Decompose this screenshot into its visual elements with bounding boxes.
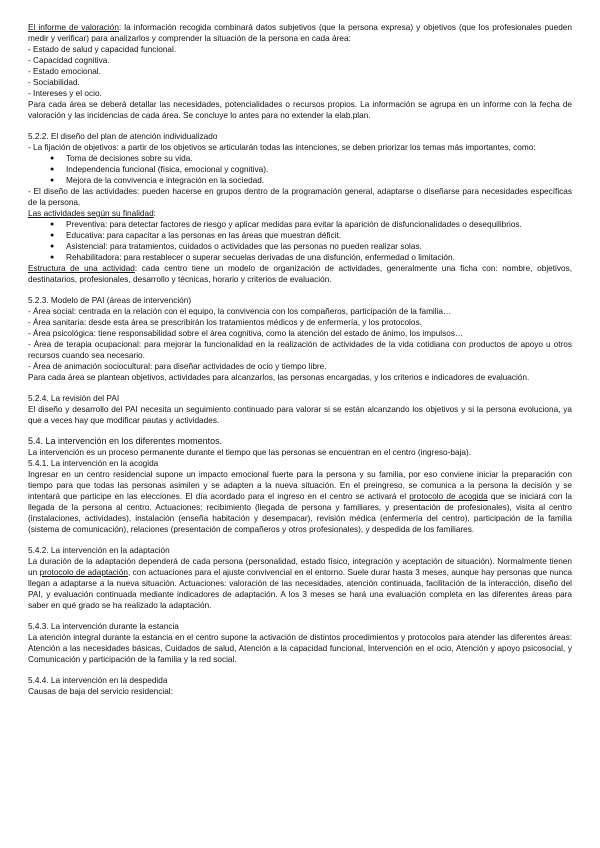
- area-line: - Área de terapia ocupacional: para mejorar la funcionalidad en la realización de actividades de la vida cotidiana con productos de apoyo u otros recursos cuando sea necesario.: [28, 340, 572, 360]
- list-item: ● Preventiva: para detectar factores de riesgo y aplicar medidas para evitar la aparición de disfuncionalidades o desequilibrios.: [50, 219, 572, 230]
- section-heading: 5.4.4. La intervención en la despedida: [28, 676, 168, 685]
- acogida-paragraph: Ingresar en un centro residencial supone un impacto emocional fuerte para la persona y su familia, por eso conviene iniciar la preparación con tiempo para que todas las personas asimilen y se adapten a la nueva situación. En el preingreso, se comunica a la persona la decisión y se intentará que participe en las elecciones. El día acordado para el ingreso en el centro se activará el protocolo de acogida que se iniciará con la llegada de la persona al centro. Actuaciones: recibimiento (llegada de persona y familiares, y presentación de profesionales), visita al centro (instalaciones, actividades), instalación (enseña habitación y desempacar), revisión médica (enfermería del centro), participación de la familia (sistema de comunicación), relaciones (presentación de compañeros y otros profesionales), y despedida de los familiares.: [28, 470, 572, 534]
- list-item: ● Independencia funcional (física, emocional y cognitiva).: [50, 164, 572, 175]
- section-heading: 5.4. La intervención en los diferentes momentos.: [28, 436, 223, 446]
- intervencion-paragraph: La intervención es un proceso permanente durante el tiempo que las personas se encuentran en el centro (ingreso-baja).: [28, 448, 472, 457]
- despedida-paragraph: Causas de baja del servicio residencial:: [28, 687, 173, 696]
- list-item: ● Rehabilitadora: para restablecer o superar secuelas derivadas de una disfunción, enfermedad o limitación.: [50, 252, 572, 263]
- section-heading: 5.2.3. Modelo de PAI (áreas de intervención): [28, 296, 192, 305]
- adaptacion-paragraph: La duración de la adaptación dependerá de cada persona (personalidad, estado físico, integración y aceptación de situación). Normalmente tienen un protocolo de adaptación, con actuaciones para el ajuste convivencial en el entorno. Suele durar hasta 3 meses, aunque hay personas que nunca llegan a adaptarse a la nueva situación. Actuaciones: valoración de las necesidades, atención continuada, facilitación de la interacción, diseño del PAI, y evaluación continuada mediante indicadores de adaptación. A los 3 meses se hará una evaluación completa en las diferentes áreas para saber en qué grado se ha realizado la adaptación.: [28, 557, 573, 610]
- list-item: ● Asistencial: para tratamientos, cuidados o actividades que las personas no pueden realizar solas.: [50, 241, 572, 252]
- section-heading: 5.4.1. La intervención en la acogida: [28, 459, 159, 468]
- list-item: ● Mejora de la convivencia e integración en la sociedad.: [50, 175, 572, 186]
- estructura-paragraph: Estructura de una actividad: cada centro tiene un modelo de organización de actividades, generalmente una ficha con: nombre, objetivos, destinatarios, profesionales, desarrollo y técnicas, horario y criterios de evaluación.: [28, 264, 572, 284]
- protocolo-acogida-link: protocolo de acogida: [409, 492, 488, 501]
- actividades-paragraph: - El diseño de las actividades: pueden hacerse en grupos dentro de la programación general, adaptarse o diseñarse para necesidades específicas de la persona.: [28, 187, 572, 207]
- area-item: - Estado emocional.: [28, 67, 101, 76]
- protocolo-adaptacion-link: protocolo de adaptación: [39, 568, 128, 577]
- area-line: - Área sanitaria: desde esta área se prescribirán los tratamientos médicos y de enfermería, y los protocolos.: [28, 318, 422, 327]
- estructura-label: Estructura de una actividad: [28, 264, 135, 273]
- area-item: - Sociabilidad.: [28, 78, 80, 87]
- area-item: - Estado de salud y capacidad funcional.: [28, 45, 177, 54]
- finalidad-label: Las actividades según su finalidad: [28, 209, 154, 218]
- revision-paragraph: El diseño y desarrollo del PAI necesita un seguimiento continuado para valorar si se están alcanzando los objetivos y si la persona evoluciona, ya que a veces hay que modificar pautas y actividades.: [28, 405, 572, 425]
- finalidad-heading: Las actividades según su finalidad:: [28, 209, 156, 218]
- area-line: - Área de animación sociocultural: para diseñar actividades de ocio y tiempo libre.: [28, 362, 327, 371]
- area-line: - Área psicológica: tiene responsabilidad sobre el área cognitiva, como la atención del estado de ánimo, los impulsos…: [28, 329, 464, 338]
- section-heading: 5.2.2. El diseño del plan de atención individualizado: [28, 132, 218, 141]
- area-line: - Área social: centrada en la relación con el equipo, la convivencia con los compañeros, participación de la familia…: [28, 307, 452, 316]
- objetivos-intro: - La fijación de objetivos: a partir de los objetivos se articularán todas las intenciones, se deben priorizar los temas más importantes, como:: [28, 143, 536, 152]
- informe-closing: Para cada área se deberá detallar las necesidades, potencialidades o recursos propios. La información se agrupa en un informe con la fecha de valoración y las incidencias de cada área. Se concluye lo antes para no extender la elab.plan.: [28, 100, 572, 120]
- area-item: - Capacidad cognitiva.: [28, 56, 110, 65]
- area-item: - Intereses y el ocio.: [28, 89, 102, 98]
- estancia-paragraph: La atención integral durante la estancia en el centro supone la activación de distintos procedimientos y protocolos para atender las diferentes áreas: Atención a las necesidades básicas, Cuidados de salud, Atención a la capacidad funcional, Intervención en el ocio, Atención y apoyo psicosocial, y Comunicación y participación de la familia y la red social.: [28, 633, 572, 664]
- list-item: ● Educativa: para capacitar a las personas en las áreas que muestran déficit.: [50, 230, 572, 241]
- section-heading: 5.2.4. La revisión del PAI: [28, 394, 120, 403]
- informe-paragraph: El informe de valoración: la información recogida combinará datos subjetivos (que la persona expresa) y objetivos (que los profesionales pueden medir y verificar) para analizarlos y comprender la situación de la persona en cada área:: [28, 23, 572, 43]
- section-heading: 5.4.3. La intervención durante la estancia: [28, 622, 179, 631]
- pai-closing: Para cada área se plantean objetivos, actividades para alcanzarlos, las personas encargadas, y los criterios e indicadores de evaluación.: [28, 373, 530, 382]
- section-heading: 5.4.2. La intervención en la adaptación: [28, 546, 170, 555]
- objetivos-list: [28, 153, 572, 186]
- list-item: ● Toma de decisiones sobre su vida.: [50, 153, 572, 164]
- finalidad-list: [28, 219, 572, 263]
- informe-term: El informe de valoración: [28, 23, 119, 32]
